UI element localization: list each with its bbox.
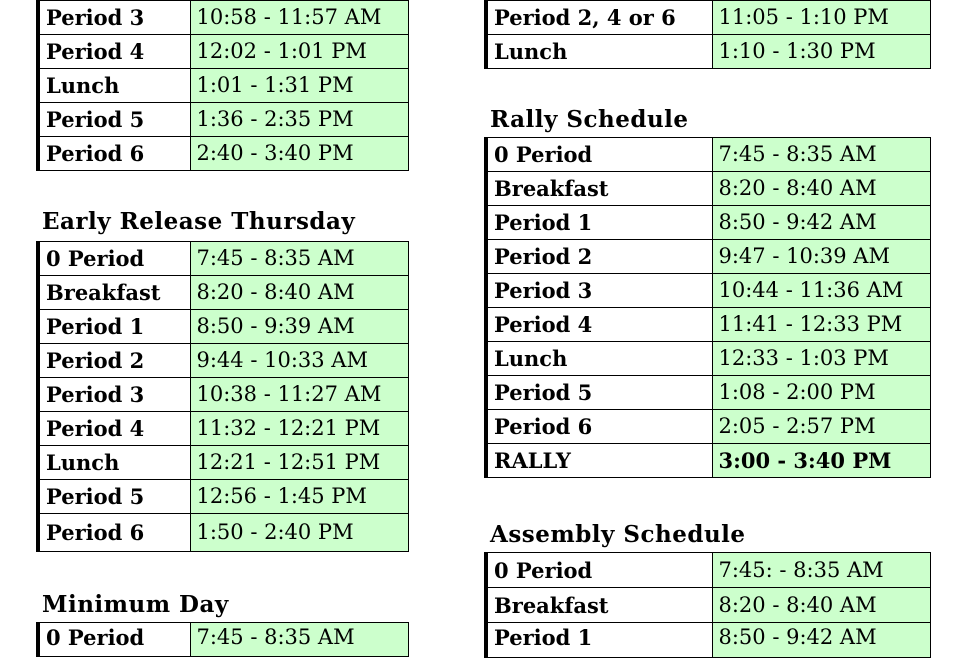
period-time: 10:44 - 11:36 AM — [712, 274, 930, 308]
schedule-table-right-top — [484, 0, 931, 69]
period-time: 2:40 - 3:40 PM — [190, 137, 408, 171]
period-time: 11:32 - 12:21 PM — [190, 412, 408, 446]
table-row — [486, 623, 930, 658]
period-label: Period 3 — [38, 1, 190, 35]
table-row — [486, 553, 930, 588]
table-row — [38, 276, 408, 310]
period-label: Period 5 — [486, 376, 712, 410]
table-row — [486, 240, 930, 274]
period-time: 8:50 - 9:39 AM — [190, 310, 408, 344]
period-label: Lunch — [38, 446, 190, 480]
table-row — [486, 172, 930, 206]
period-time: 12:21 - 12:51 PM — [190, 446, 408, 480]
early-release-title: Early Release Thursday — [42, 208, 356, 235]
period-time: 10:38 - 11:27 AM — [190, 378, 408, 412]
period-label: 0 Period — [486, 138, 712, 172]
assembly-schedule-title: Assembly Schedule — [490, 521, 746, 548]
period-label: Period 3 — [38, 378, 190, 412]
table-row — [486, 342, 930, 376]
rally-schedule-title: Rally Schedule — [490, 106, 689, 133]
period-label: Period 2, 4 or 6 — [486, 1, 712, 35]
period-label: Period 4 — [38, 35, 190, 69]
period-label: Period 6 — [38, 137, 190, 171]
period-time: 12:02 - 1:01 PM — [190, 35, 408, 69]
period-label: Period 2 — [486, 240, 712, 274]
period-time: 8:50 - 9:42 AM — [712, 206, 930, 240]
period-time: 7:45 - 8:35 AM — [190, 242, 408, 276]
period-time: 12:33 - 1:03 PM — [712, 342, 930, 376]
period-label: 0 Period — [38, 623, 190, 657]
period-label: Breakfast — [38, 276, 190, 310]
period-time: 1:08 - 2:00 PM — [712, 376, 930, 410]
period-time: 8:50 - 9:42 AM — [712, 623, 930, 658]
period-label: 0 Period — [38, 242, 190, 276]
period-label: Period 1 — [38, 310, 190, 344]
period-time: 8:20 - 8:40 AM — [712, 588, 930, 623]
table-row — [38, 137, 408, 171]
period-label: Period 6 — [38, 514, 190, 552]
table-row — [38, 1, 408, 35]
period-time: 8:20 - 8:40 AM — [712, 172, 930, 206]
table-row — [486, 35, 930, 69]
period-label: RALLY — [486, 444, 712, 478]
table-row — [38, 69, 408, 103]
schedule-table-rally — [484, 137, 931, 478]
minimum-day-title: Minimum Day — [42, 591, 229, 618]
period-time: 3:00 - 3:40 PM — [712, 444, 930, 478]
period-label: Period 4 — [486, 308, 712, 342]
period-label: Period 6 — [486, 410, 712, 444]
period-label: Period 1 — [486, 206, 712, 240]
period-label: Period 5 — [38, 480, 190, 514]
period-time: 12:56 - 1:45 PM — [190, 480, 408, 514]
period-time: 7:45 - 8:35 AM — [190, 623, 408, 657]
period-label: Period 1 — [486, 623, 712, 658]
period-time: 11:05 - 1:10 PM — [712, 1, 930, 35]
period-time: 10:58 - 11:57 AM — [190, 1, 408, 35]
table-row — [38, 103, 408, 137]
period-time: 2:05 - 2:57 PM — [712, 410, 930, 444]
table-row — [486, 206, 930, 240]
period-label: Lunch — [486, 342, 712, 376]
table-row — [486, 588, 930, 623]
schedule-table-left-top — [36, 0, 409, 171]
period-time: 1:10 - 1:30 PM — [712, 35, 930, 69]
period-label: Breakfast — [486, 172, 712, 206]
period-label: Lunch — [38, 69, 190, 103]
period-time: 9:44 - 10:33 AM — [190, 344, 408, 378]
period-time: 1:50 - 2:40 PM — [190, 514, 408, 552]
period-time: 1:01 - 1:31 PM — [190, 69, 408, 103]
period-label: 0 Period — [486, 553, 712, 588]
period-label: Breakfast — [486, 588, 712, 623]
table-row — [486, 376, 930, 410]
period-label: Period 4 — [38, 412, 190, 446]
period-label: Period 3 — [486, 274, 712, 308]
period-label: Period 5 — [38, 103, 190, 137]
period-time: 11:41 - 12:33 PM — [712, 308, 930, 342]
table-row — [38, 412, 408, 446]
period-time: 8:20 - 8:40 AM — [190, 276, 408, 310]
table-row — [38, 344, 408, 378]
table-row — [486, 274, 930, 308]
period-time: 1:36 - 2:35 PM — [190, 103, 408, 137]
schedule-table-early-release — [36, 241, 409, 552]
table-row — [38, 242, 408, 276]
schedule-table-assembly — [484, 552, 931, 658]
table-row — [486, 138, 930, 172]
table-row — [38, 35, 408, 69]
period-label: Lunch — [486, 35, 712, 69]
table-row — [38, 514, 408, 552]
period-label: Period 2 — [38, 344, 190, 378]
period-time: 7:45 - 8:35 AM — [712, 138, 930, 172]
period-time: 7:45: - 8:35 AM — [712, 553, 930, 588]
table-row — [486, 1, 930, 35]
table-row — [38, 378, 408, 412]
table-row — [38, 310, 408, 344]
period-time: 9:47 - 10:39 AM — [712, 240, 930, 274]
table-row — [486, 308, 930, 342]
table-row — [38, 446, 408, 480]
table-row — [486, 444, 930, 478]
table-row — [486, 410, 930, 444]
table-row — [38, 480, 408, 514]
